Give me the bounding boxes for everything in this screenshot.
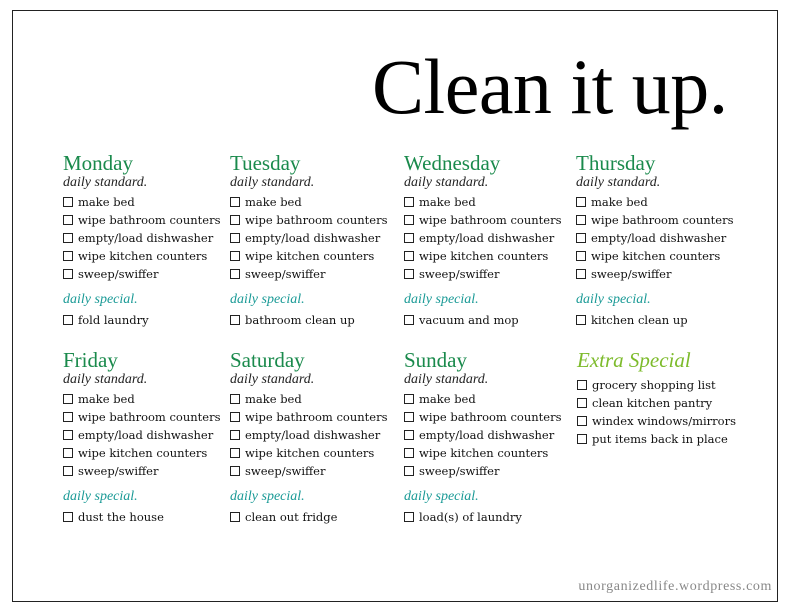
checkbox-icon[interactable]	[63, 394, 73, 404]
checkbox-icon[interactable]	[404, 448, 414, 458]
checklist-item[interactable]	[404, 390, 574, 408]
checkbox-icon[interactable]	[230, 512, 240, 522]
item-label: windex windows/mirrors	[592, 414, 736, 428]
checkbox-icon[interactable]	[404, 466, 414, 476]
day-name: Tuesday	[230, 151, 301, 175]
page-title: Clean it up.	[372, 43, 728, 130]
checklist-item[interactable]	[230, 229, 400, 247]
item-label: make bed	[591, 195, 648, 209]
checkbox-icon[interactable]	[63, 269, 73, 279]
checklist-item[interactable]	[230, 193, 400, 211]
special-item[interactable]	[230, 311, 400, 329]
daily-standard-label: daily standard.	[63, 372, 148, 387]
day-name: Saturday	[230, 348, 305, 372]
special-item[interactable]	[63, 311, 233, 329]
item-label: make bed	[245, 195, 302, 209]
checklist-item[interactable]	[230, 426, 400, 444]
item-label: put items back in place	[592, 432, 728, 446]
special-item[interactable]	[404, 508, 574, 526]
item-label: sweep/swiffer	[591, 267, 672, 281]
item-label: kitchen clean up	[591, 313, 688, 327]
checkbox-icon[interactable]	[404, 394, 414, 404]
item-label: empty/load dishwasher	[245, 428, 381, 442]
extra-special	[577, 348, 747, 448]
checklist-item[interactable]	[404, 193, 574, 211]
checklist-item[interactable]	[404, 462, 574, 480]
checkbox-icon[interactable]	[230, 315, 240, 325]
checklist-item[interactable]	[63, 211, 233, 229]
checkbox-icon[interactable]	[576, 251, 586, 261]
checklist-item[interactable]	[230, 265, 400, 283]
checklist-item[interactable]	[576, 265, 746, 283]
checklist-item[interactable]	[63, 265, 233, 283]
item-label: sweep/swiffer	[78, 267, 159, 281]
checkbox-icon[interactable]	[230, 466, 240, 476]
item-label: wipe bathroom counters	[245, 410, 388, 424]
day-saturday	[230, 348, 400, 526]
checkbox-icon[interactable]	[404, 430, 414, 440]
checklist-item[interactable]	[577, 394, 747, 412]
checklist-item[interactable]	[230, 390, 400, 408]
checklist-item[interactable]	[577, 430, 747, 448]
special-item[interactable]	[63, 508, 233, 526]
item-label: vacuum and mop	[419, 313, 519, 327]
item-label: empty/load dishwasher	[78, 231, 214, 245]
checkbox-icon[interactable]	[404, 412, 414, 422]
checkbox-icon[interactable]	[63, 448, 73, 458]
checkbox-icon[interactable]	[230, 197, 240, 207]
checkbox-icon[interactable]	[230, 448, 240, 458]
checklist-item[interactable]	[577, 376, 747, 394]
checklist-item[interactable]	[63, 408, 233, 426]
checklist-item[interactable]	[576, 211, 746, 229]
daily-special-label: daily special.	[576, 292, 651, 307]
item-label: wipe kitchen counters	[245, 249, 375, 263]
checkbox-icon[interactable]	[63, 197, 73, 207]
item-label: sweep/swiffer	[245, 267, 326, 281]
checklist-item[interactable]	[230, 408, 400, 426]
item-label: empty/load dishwasher	[419, 428, 555, 442]
checklist-item[interactable]	[230, 247, 400, 265]
day-name: Thursday	[576, 151, 656, 175]
item-label: wipe bathroom counters	[78, 410, 221, 424]
item-label: empty/load dishwasher	[245, 231, 381, 245]
daily-standard-label: daily standard.	[576, 175, 661, 190]
checklist-item[interactable]	[577, 412, 747, 430]
item-label: make bed	[78, 392, 135, 406]
checklist-item[interactable]	[230, 444, 400, 462]
day-name: Friday	[63, 348, 118, 372]
checkbox-icon[interactable]	[230, 233, 240, 243]
checkbox-icon[interactable]	[577, 434, 587, 444]
daily-special-label: daily special.	[230, 489, 305, 504]
checkbox-icon[interactable]	[404, 251, 414, 261]
checklist-item[interactable]	[404, 426, 574, 444]
checklist-item[interactable]	[404, 444, 574, 462]
daily-special-label: daily special.	[63, 292, 138, 307]
checklist-item[interactable]	[63, 444, 233, 462]
checklist-item[interactable]	[63, 229, 233, 247]
checkbox-icon[interactable]	[63, 251, 73, 261]
item-label: sweep/swiffer	[245, 464, 326, 478]
item-label: clean kitchen pantry	[592, 396, 713, 410]
daily-standard-label: daily standard.	[404, 175, 489, 190]
checkbox-icon[interactable]	[404, 512, 414, 522]
item-label: wipe kitchen counters	[78, 446, 208, 460]
special-item[interactable]	[404, 311, 574, 329]
checkbox-icon[interactable]	[577, 380, 587, 390]
checkbox-icon[interactable]	[63, 466, 73, 476]
item-label: empty/load dishwasher	[78, 428, 214, 442]
checklist-item[interactable]	[576, 229, 746, 247]
daily-standard-label: daily standard.	[230, 372, 315, 387]
checklist-item[interactable]	[230, 211, 400, 229]
checkbox-icon[interactable]	[230, 251, 240, 261]
checkbox-icon[interactable]	[577, 416, 587, 426]
item-label: load(s) of laundry	[419, 510, 522, 524]
checkbox-icon[interactable]	[404, 233, 414, 243]
item-label: empty/load dishwasher	[591, 231, 727, 245]
daily-special-label: daily special.	[404, 489, 479, 504]
item-label: wipe kitchen counters	[591, 249, 721, 263]
item-label: make bed	[78, 195, 135, 209]
checkbox-icon[interactable]	[576, 315, 586, 325]
checkbox-icon[interactable]	[63, 412, 73, 422]
item-label: wipe bathroom counters	[245, 213, 388, 227]
checkbox-icon[interactable]	[576, 269, 586, 279]
item-label: clean out fridge	[245, 510, 338, 524]
checklist-item[interactable]	[576, 247, 746, 265]
checklist-item[interactable]	[404, 408, 574, 426]
item-label: empty/load dishwasher	[419, 231, 555, 245]
item-label: fold laundry	[78, 313, 149, 327]
checkbox-icon[interactable]	[63, 215, 73, 225]
checkbox-icon[interactable]	[404, 197, 414, 207]
day-thursday	[576, 151, 746, 329]
checklist-item[interactable]	[63, 390, 233, 408]
item-label: grocery shopping list	[592, 378, 716, 392]
special-item[interactable]	[230, 508, 400, 526]
daily-standard-label: daily standard.	[230, 175, 315, 190]
item-label: sweep/swiffer	[419, 267, 500, 281]
day-tuesday	[230, 151, 400, 329]
item-label: wipe kitchen counters	[419, 446, 549, 460]
checkbox-icon[interactable]	[577, 398, 587, 408]
checkbox-icon[interactable]	[63, 315, 73, 325]
item-label: wipe bathroom counters	[78, 213, 221, 227]
checkbox-icon[interactable]	[230, 394, 240, 404]
checklist-item[interactable]	[63, 426, 233, 444]
item-label: make bed	[245, 392, 302, 406]
item-label: wipe bathroom counters	[591, 213, 734, 227]
daily-standard-label: daily standard.	[63, 175, 148, 190]
checkbox-icon[interactable]	[230, 412, 240, 422]
daily-special-label: daily special.	[63, 489, 138, 504]
extra-special-heading: Extra Special	[577, 348, 691, 372]
day-friday	[63, 348, 233, 526]
day-name: Wednesday	[404, 151, 501, 175]
item-label: wipe kitchen counters	[419, 249, 549, 263]
item-label: dust the house	[78, 510, 164, 524]
checklist-item[interactable]	[230, 462, 400, 480]
checkbox-icon[interactable]	[230, 269, 240, 279]
daily-special-label: daily special.	[230, 292, 305, 307]
item-label: wipe bathroom counters	[419, 213, 562, 227]
checklist-item[interactable]	[404, 229, 574, 247]
checkbox-icon[interactable]	[576, 197, 586, 207]
item-label: make bed	[419, 195, 476, 209]
day-name: Sunday	[404, 348, 467, 372]
checkbox-icon[interactable]	[63, 430, 73, 440]
checklist-item[interactable]	[63, 462, 233, 480]
checklist-item[interactable]	[63, 247, 233, 265]
checkbox-icon[interactable]	[404, 269, 414, 279]
checkbox-icon[interactable]	[404, 315, 414, 325]
checklist-item[interactable]	[404, 211, 574, 229]
checkbox-icon[interactable]	[63, 512, 73, 522]
checkbox-icon[interactable]	[230, 215, 240, 225]
site-url: unorganizedlife.wordpress.com	[578, 579, 772, 594]
checkbox-icon[interactable]	[576, 215, 586, 225]
day-monday	[63, 151, 233, 329]
checkbox-icon[interactable]	[404, 215, 414, 225]
checklist-item[interactable]	[404, 247, 574, 265]
item-label: sweep/swiffer	[78, 464, 159, 478]
checkbox-icon[interactable]	[576, 233, 586, 243]
day-sunday	[404, 348, 574, 526]
item-label: wipe kitchen counters	[78, 249, 208, 263]
checklist-item[interactable]	[576, 193, 746, 211]
item-label: make bed	[419, 392, 476, 406]
item-label: wipe bathroom counters	[419, 410, 562, 424]
checklist-item[interactable]	[404, 265, 574, 283]
day-name: Monday	[63, 151, 133, 175]
checkbox-icon[interactable]	[63, 233, 73, 243]
special-item[interactable]	[576, 311, 746, 329]
daily-special-label: daily special.	[404, 292, 479, 307]
item-label: sweep/swiffer	[419, 464, 500, 478]
day-wednesday	[404, 151, 574, 329]
daily-standard-label: daily standard.	[404, 372, 489, 387]
checklist-item[interactable]	[63, 193, 233, 211]
item-label: bathroom clean up	[245, 313, 355, 327]
item-label: wipe kitchen counters	[245, 446, 375, 460]
checkbox-icon[interactable]	[230, 430, 240, 440]
